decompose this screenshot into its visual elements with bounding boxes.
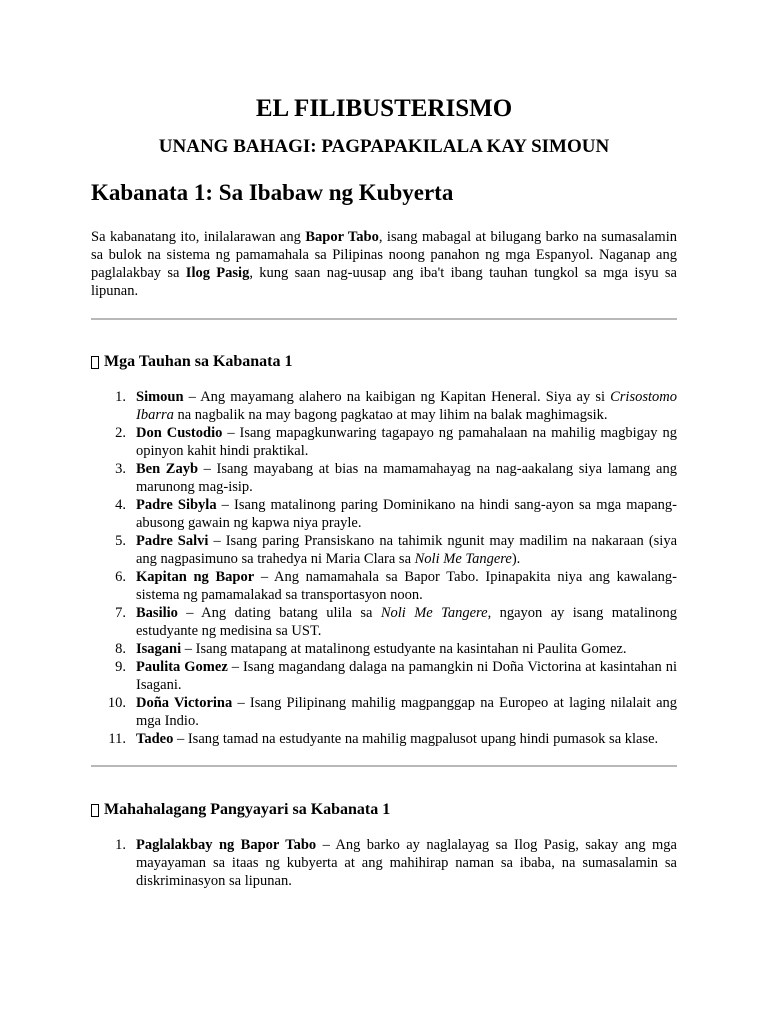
item-number: 4. xyxy=(115,497,126,513)
character-description: – Isang matapang at matalinong estudyante na kasintahan ni Paulita Gomez. xyxy=(181,641,627,657)
character-description: ). xyxy=(511,551,521,567)
intro-bold-term: Bapor Tabo xyxy=(305,229,379,245)
events-heading xyxy=(91,767,677,820)
chapter-title: Kabanata 1: Sa Ibabaw ng Kubyerta xyxy=(91,180,454,205)
character-name: Basilio xyxy=(136,605,178,621)
characters-heading xyxy=(91,320,677,372)
item-number: 5. xyxy=(115,533,126,549)
item-number: 7. xyxy=(115,605,126,621)
item-number: 1. xyxy=(115,837,126,853)
item-number: 2. xyxy=(115,425,126,441)
intro-paragraph xyxy=(91,228,677,300)
character-description: , ngayon ay isang matalinong estudyante ng medisina sa UST. xyxy=(136,605,678,639)
intro-bold-term: Ilog Pasig xyxy=(185,265,250,281)
character-description: – Ang namamahala sa Bapor Tabo. Ipinapakita niya ang kawalang-sistema ng pamamalakad sa transportasyon noon. xyxy=(136,569,678,603)
item-number: 6. xyxy=(115,569,126,585)
character-name: Ben Zayb xyxy=(136,461,199,477)
list-item xyxy=(91,424,677,460)
character-description: – Ang mayamang alahero na kaibigan ng Kapitan Heneral. Siya ay si xyxy=(183,389,611,405)
italic-term: Noli Me Tangere xyxy=(414,551,512,567)
item-number: 3. xyxy=(115,461,126,477)
character-description: na nagbalik na may bagong pagkatao at may lihim na balak maghimagsik. xyxy=(173,407,608,423)
character-description: – Isang tamad na estudyante na mahilig magpalusot upang hindi pumasok sa klase. xyxy=(173,731,659,747)
character-name: Don Custodio xyxy=(136,425,223,441)
list-item xyxy=(91,694,677,730)
intro-text: , kung saan nag-uusap ang iba't ibang tauhan tungkol sa mga isyu sa lipunan. xyxy=(91,265,677,299)
list-item xyxy=(91,640,677,658)
italic-term: Crisostomo Ibarra xyxy=(136,389,677,423)
characters-list xyxy=(91,388,677,748)
character-description: – Isang mapagkunwaring tagapayo ng pamahalaan na mahilig magbigay ng opinyon kahit hindi praktikal. xyxy=(136,425,678,459)
box-icon xyxy=(91,356,99,369)
character-name: Padre Salvi xyxy=(136,533,209,549)
intro-text: , isang mabagal at bilugang barko na sumasalamin sa bulok na sistema ng pamamahala sa Pilipinas noong panahon ng mga Espanyol. Naganap ang paglalakbay sa xyxy=(91,229,677,281)
characters-heading-text: Mga Tauhan sa Kabanata 1 xyxy=(104,353,293,370)
character-name: Tadeo xyxy=(136,731,174,747)
list-item xyxy=(91,532,677,568)
events-list xyxy=(91,836,677,890)
list-item xyxy=(91,730,677,748)
list-item xyxy=(91,568,677,604)
box-icon xyxy=(91,804,99,817)
character-description: – Isang paring Pransiskano na tahimik ngunit may madilim na nakaraan (siya ang nagpasimuno sa trahedya ni Maria Clara sa xyxy=(136,533,678,567)
list-item xyxy=(91,836,677,890)
list-item xyxy=(91,460,677,496)
character-description: – Isang magandang dalaga na pamangkin ni Doña Victorina at kasintahan ni Isagani. xyxy=(136,659,677,693)
part-title: UNANG BAHAGI: PAGPAPAKILALA KAY SIMOUN xyxy=(158,136,610,157)
item-number: 8. xyxy=(115,641,126,657)
list-item xyxy=(91,658,677,694)
character-name: Kapitan ng Bapor xyxy=(136,569,255,585)
character-description: – Isang mayabang at bias na mamamahayag na nag-aakalang siya lamang ang marunong mag-isip. xyxy=(136,461,677,495)
item-number: 1. xyxy=(115,389,126,405)
character-description: – Isang matalinong paring Dominikano na hindi sang-ayon sa mga mapang-abusong gawain ng kapwa niya prayle. xyxy=(136,497,677,531)
character-name: Paulita Gomez xyxy=(136,659,228,675)
character-name: Padre Sibyla xyxy=(136,497,217,513)
list-item xyxy=(91,496,677,532)
character-name: Doña Victorina xyxy=(136,695,233,711)
events-heading-text: Mahahalagang Pangyayari sa Kabanata 1 xyxy=(104,801,391,818)
intro-text: Sa kabanatang ito, inilalarawan ang xyxy=(91,229,306,245)
character-description: – Isang Pilipinang mahilig magpanggap na Europeo at laging nilalait ang mga Indio. xyxy=(136,695,677,729)
item-number: 11. xyxy=(108,731,126,747)
character-description: – Ang dating batang ulila sa xyxy=(177,605,381,621)
event-name: Paglalakbay ng Bapor Tabo xyxy=(136,837,317,853)
document-title: EL FILIBUSTERISMO xyxy=(255,95,513,122)
item-number: 10. xyxy=(107,695,126,711)
event-description: – Ang barko ay naglalayag sa Ilog Pasig, sakay ang mga mayayaman sa itaas ng kubyerta at ang mahihirap naman sa ibaba, na sumasalamin sa diskriminasyon sa lipunan. xyxy=(136,837,677,889)
italic-term: Noli Me Tangere xyxy=(380,605,488,621)
item-number: 9. xyxy=(115,659,126,675)
character-name: Isagani xyxy=(136,641,182,657)
character-name: Simoun xyxy=(136,389,184,405)
list-item xyxy=(91,604,677,640)
list-item xyxy=(91,388,677,424)
